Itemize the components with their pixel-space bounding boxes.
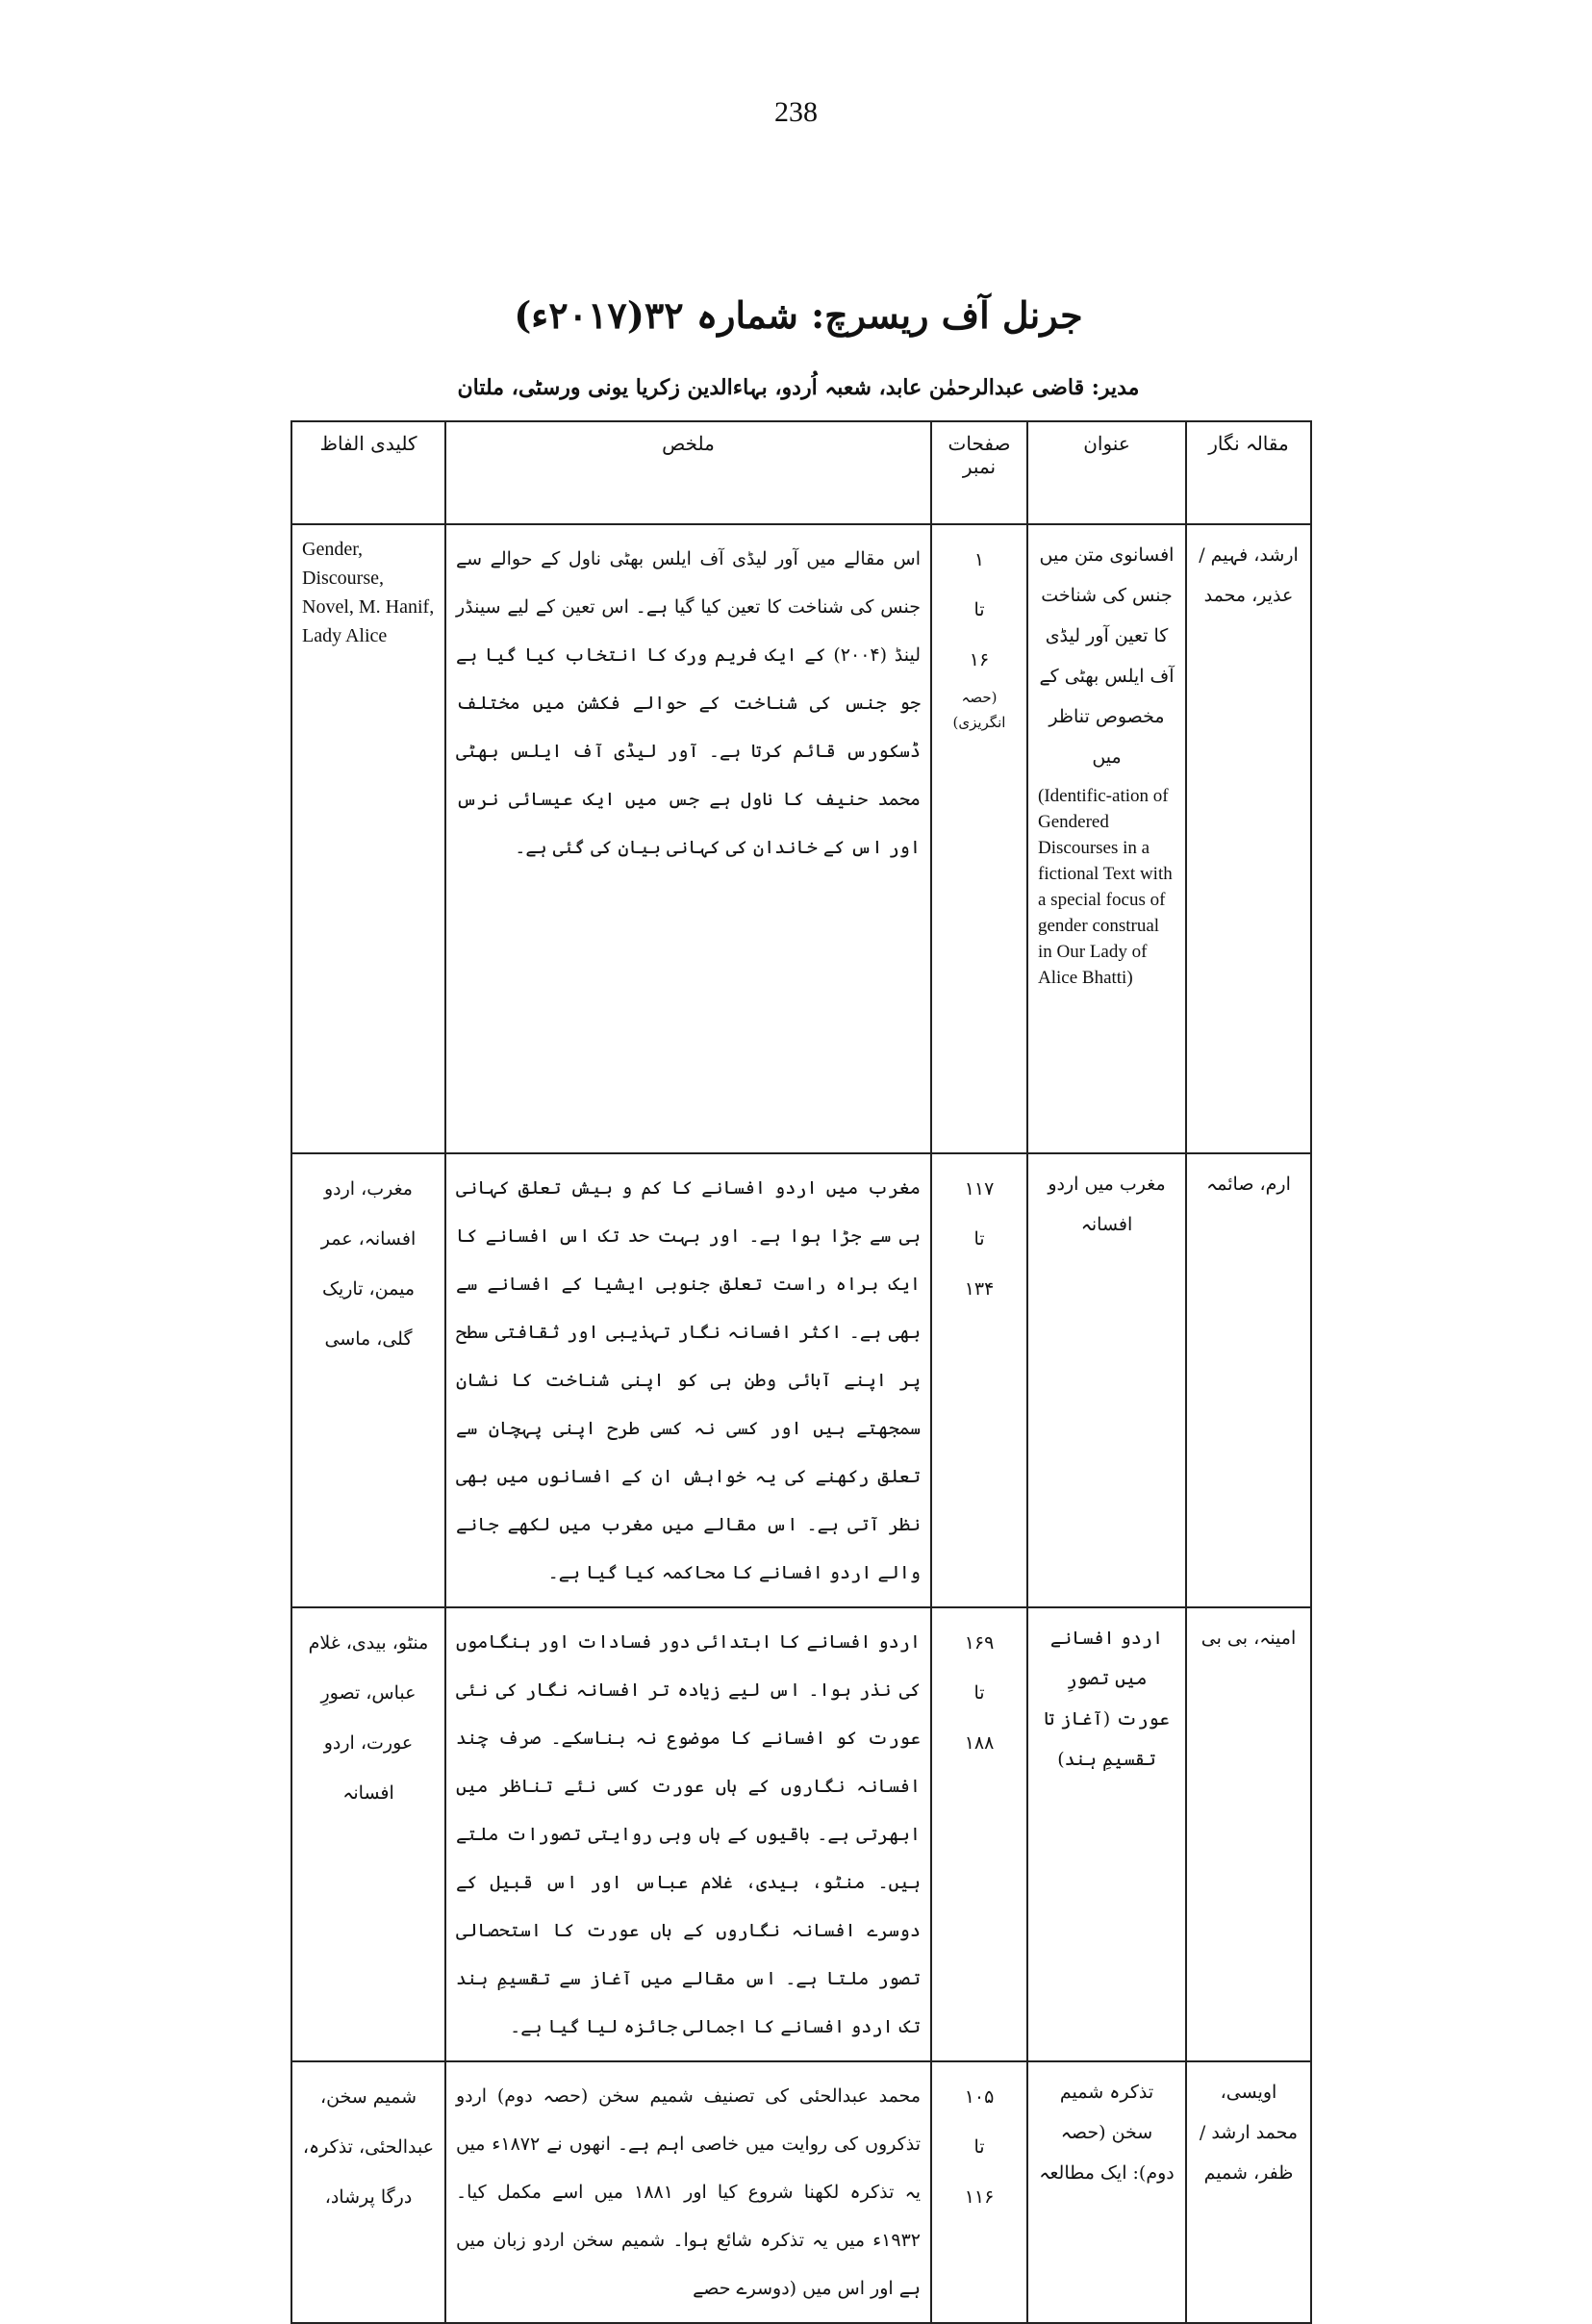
abstract-cell [445,524,931,1153]
keywords-urdu: شمیم سخن، عبدالحئی، تذکرہ، درگا پرشاد، [302,2086,435,2208]
pages-cell [931,1153,1027,1607]
header-title: عنوان [1027,421,1186,524]
abstract-cell [445,1153,931,1607]
author-name: امینہ، بی بی [1200,1628,1297,1649]
keywords-english: Gender, Discourse, Novel, M. Hanif, Lady Alice [302,539,435,646]
pages-end: ۱۳۴ [964,1278,995,1300]
title-urdu: اردو افسانے میں تصورِ عورت (آغاز تا تقسیمِ ہند) [1044,1628,1170,1770]
abstract-text: اردو افسانے کا ابتدائی دور فسادات اور ہنگاموں کی نذر ہوا۔ اس لیے زیادہ تر افسانہ نگار کی نئی عورت کو افسانے کا موضوع نہ بناسکے۔ صرف چند افسانہ نگاروں کے ہاں عورت کسی نئے تناظر میں ابھرتی ہے۔ باقیوں کے ہاں وہی روایتی تصورات ملتے ہیں۔ منٹو، بیدی، غلام عباس اور اس قبیل کے دوسرے افسانہ نگاروں کے ہاں عورت کا استحصالی تصور ملتا ہے۔ اس مقالے میں آغاز سے تقسیمِ ہند تک اردو افسانے کا اجمالی جائزہ لیا گیا ہے۔ [456,1631,921,2037]
abstract-text: مغرب میں اردو افسانے کا کم و بیش تعلق کہانی ہی سے جڑا ہوا ہے۔ اور بہت حد تک اس افسانے کا ایک براہ راست تعلق جنوبی ایشیا کے افسانے سے بھی ہے۔ اکثر افسانہ نگار تہذیبی اور ثقافتی سطح پر اپنے آبائی وطن ہی کو اپنی شناخت کا نشان سمجھتے ہیں اور کسی نہ کسی طرح اپنی پہچان سے تعلق رکھنے کی یہ خواہش ان کے افسانوں میں بھی نظر آتی ہے۔ اس مقالے میں مغرب میں لکھے جانے والے اردو افسانے کا محاکمہ کیا گیا ہے۔ [456,1177,921,1583]
editor-line: مدیر: قاضی عبدالرحمٰن عابد، شعبہ اُردو، بہاءالدین زکریا یونی ورسٹی، ملتان [457,375,1140,400]
page-number: 238 [774,96,818,128]
keywords-urdu: منٹو، بیدی، غلام عباس، تصورِ عورت، اردو افسانہ [308,1632,429,1804]
journal-title: جرنل آف ریسرچ: شمارہ ۳۲(۲۰۱۷ء) [514,293,1083,337]
keywords-cell [291,1153,445,1607]
pages-start: ۱۰۵ [964,2086,995,2108]
header-pages: صفحات نمبر [931,421,1027,524]
keywords-cell [291,1607,445,2061]
pages-to: تا [973,1682,985,1704]
abstract-text: محمد عبدالحئی کی تصنیف شمیم سخن (حصہ دوم) اردو تذکروں کی روایت میں خاصی اہم ہے۔ انھوں نے ۱۸۷۲ء میں یہ تذکرہ لکھنا شروع کیا اور ۱۸۸۱ میں اسے مکمل کیا۔ ۱۹۳۲ء میں یہ تذکرہ شائع ہوا۔ شمیم سخن اردو زبان میں ہے اور اس میں (دوسرے حصے [456,2085,922,2299]
title-urdu: افسانوی متن میں جنس کی شناخت کا تعین آور لیڈی آف ایلس بھٹی کے مخصوص تناظر میں [1039,544,1175,768]
pages-to: تا [973,599,985,620]
table-row [291,2061,1311,2323]
title-urdu: تذکرہ شمیم سخن (حصہ دوم): ایک مطالعہ [1039,2082,1175,2184]
pages-note: (حصہ انگریزی) [952,689,1006,731]
abstract-text: اس مقالے میں آور لیڈی آف ایلس بھٹی ناول کے حوالے سے جنس کی شناخت کا تعین کیا گیا ہے۔ اس تعین کے لیے سینڈر لینڈ (۲۰۰۴) کے ایک فریم ورک کا انتخاب کیا گیا ہے جو جنس کی شناخت کے حوالے فکشن میں مختلف ڈسکورس قائم کرتا ہے۔ آور لیڈی آف ایلس بھٹی محمد حنیف کا ناول ہے جس میں ایک عیسائی نرس اور اس کے خاندان کی کہانی بیان کی گئی ہے۔ [456,548,921,858]
keywords-cell [291,2061,445,2323]
title-cell [1027,524,1186,1153]
pages-start: ۱۱۷ [964,1178,995,1200]
author-name: اویسی، محمد ارشد / ظفر، شمیم [1199,2082,1299,2184]
pages-end: ۱۱۶ [964,2186,995,2208]
title-cell [1027,1153,1186,1607]
author-cell [1186,524,1311,1153]
author-cell [1186,1153,1311,1607]
header-abstract: ملخص [445,421,931,524]
author-name: ارشد، فہیم / عذیر، محمد [1199,544,1299,606]
title-urdu: مغرب میں اردو افسانہ [1048,1174,1166,1235]
records-table [291,420,1312,2324]
author-cell [1186,1607,1311,2061]
table-row [291,1607,1311,2061]
pages-end: ۱۶ [969,649,990,670]
pages-start: ۱۶۹ [964,1632,995,1654]
pages-end: ۱۸۸ [964,1732,995,1754]
table-row [291,1153,1311,1607]
pages-cell [931,2061,1027,2323]
title-cell [1027,1607,1186,2061]
author-name: ارم، صائمہ [1206,1174,1291,1195]
title-cell [1027,2061,1186,2323]
table-header-row [291,421,1311,524]
abstract-cell [445,2061,931,2323]
pages-cell [931,1607,1027,2061]
abstract-cell [445,1607,931,2061]
pages-cell [931,524,1027,1153]
keywords-cell [291,524,445,1153]
pages-to: تا [973,1228,985,1250]
keywords-urdu: مغرب، اردو افسانہ، عمر میمن، تاریک گلی، ماسی [320,1178,417,1350]
title-english: (Identific-ation of Gendered Discourses in a fictional Text with a special focus of gender construal in Our Lady of Alice Bhatti) [1038,786,1173,988]
pages-start: ۱ [973,549,985,570]
table-row [291,524,1311,1153]
pages-to: تا [973,2136,985,2158]
header-keywords: کلیدی الفاظ [291,421,445,524]
header-author: مقالہ نگار [1186,421,1311,524]
author-cell [1186,2061,1311,2323]
